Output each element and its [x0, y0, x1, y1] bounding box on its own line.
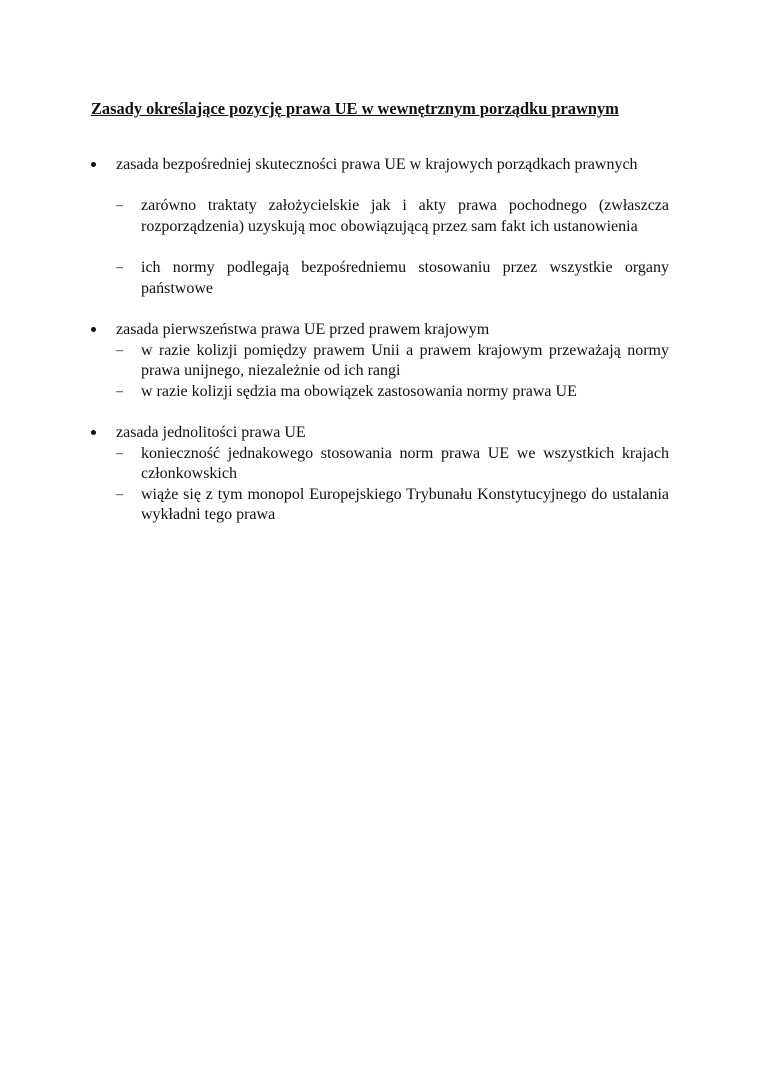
sub-item-text: wiąże się z tym monopol Europejskiego Trybunału Konstytucyjnego do ustalania wykładni tego prawa	[141, 485, 669, 523]
dash-icon: –	[116, 383, 123, 399]
bullet-icon	[91, 327, 96, 332]
dash-icon: –	[116, 260, 123, 275]
dash-icon: –	[116, 342, 123, 358]
dash-icon: –	[116, 486, 123, 502]
sub-item-text: w razie kolizji sędzia ma obowiązek zastosowania normy prawa UE	[141, 382, 577, 400]
principle-text: zasada pierwszeństwa prawa UE przed prawem krajowym	[116, 321, 490, 338]
bullet-icon	[91, 430, 96, 435]
dash-icon: –	[116, 445, 123, 461]
bullet-icon	[91, 162, 96, 167]
sub-item-text: konieczność jednakowego stosowania norm prawa UE we wszystkich krajach członkowskich	[141, 444, 669, 482]
document-title: Zasady określające pozycję prawa UE w wewnętrznym porządku prawnym	[91, 99, 619, 118]
principle-text: zasada bezpośredniej skuteczności prawa UE w krajowych porządkach prawnych	[116, 156, 638, 173]
sub-item-text: ich normy podlegają bezpośredniemu stosowaniu przez wszystkie organy państwowe	[141, 259, 669, 297]
principle-text: zasada jednolitości prawa UE	[116, 424, 306, 441]
dash-icon: –	[116, 198, 123, 213]
sub-item-text: zarówno traktaty założycielskie jak i akty prawa pochodnego (zwłaszcza rozporządzenia) uzyskują moc obowiązującą przez sam fakt ich ustanowienia	[141, 197, 669, 235]
sub-item-text: w razie kolizji pomiędzy prawem Unii a prawem krajowym przeważają normy prawa unijnego, niezależnie od ich rangi	[141, 341, 669, 379]
